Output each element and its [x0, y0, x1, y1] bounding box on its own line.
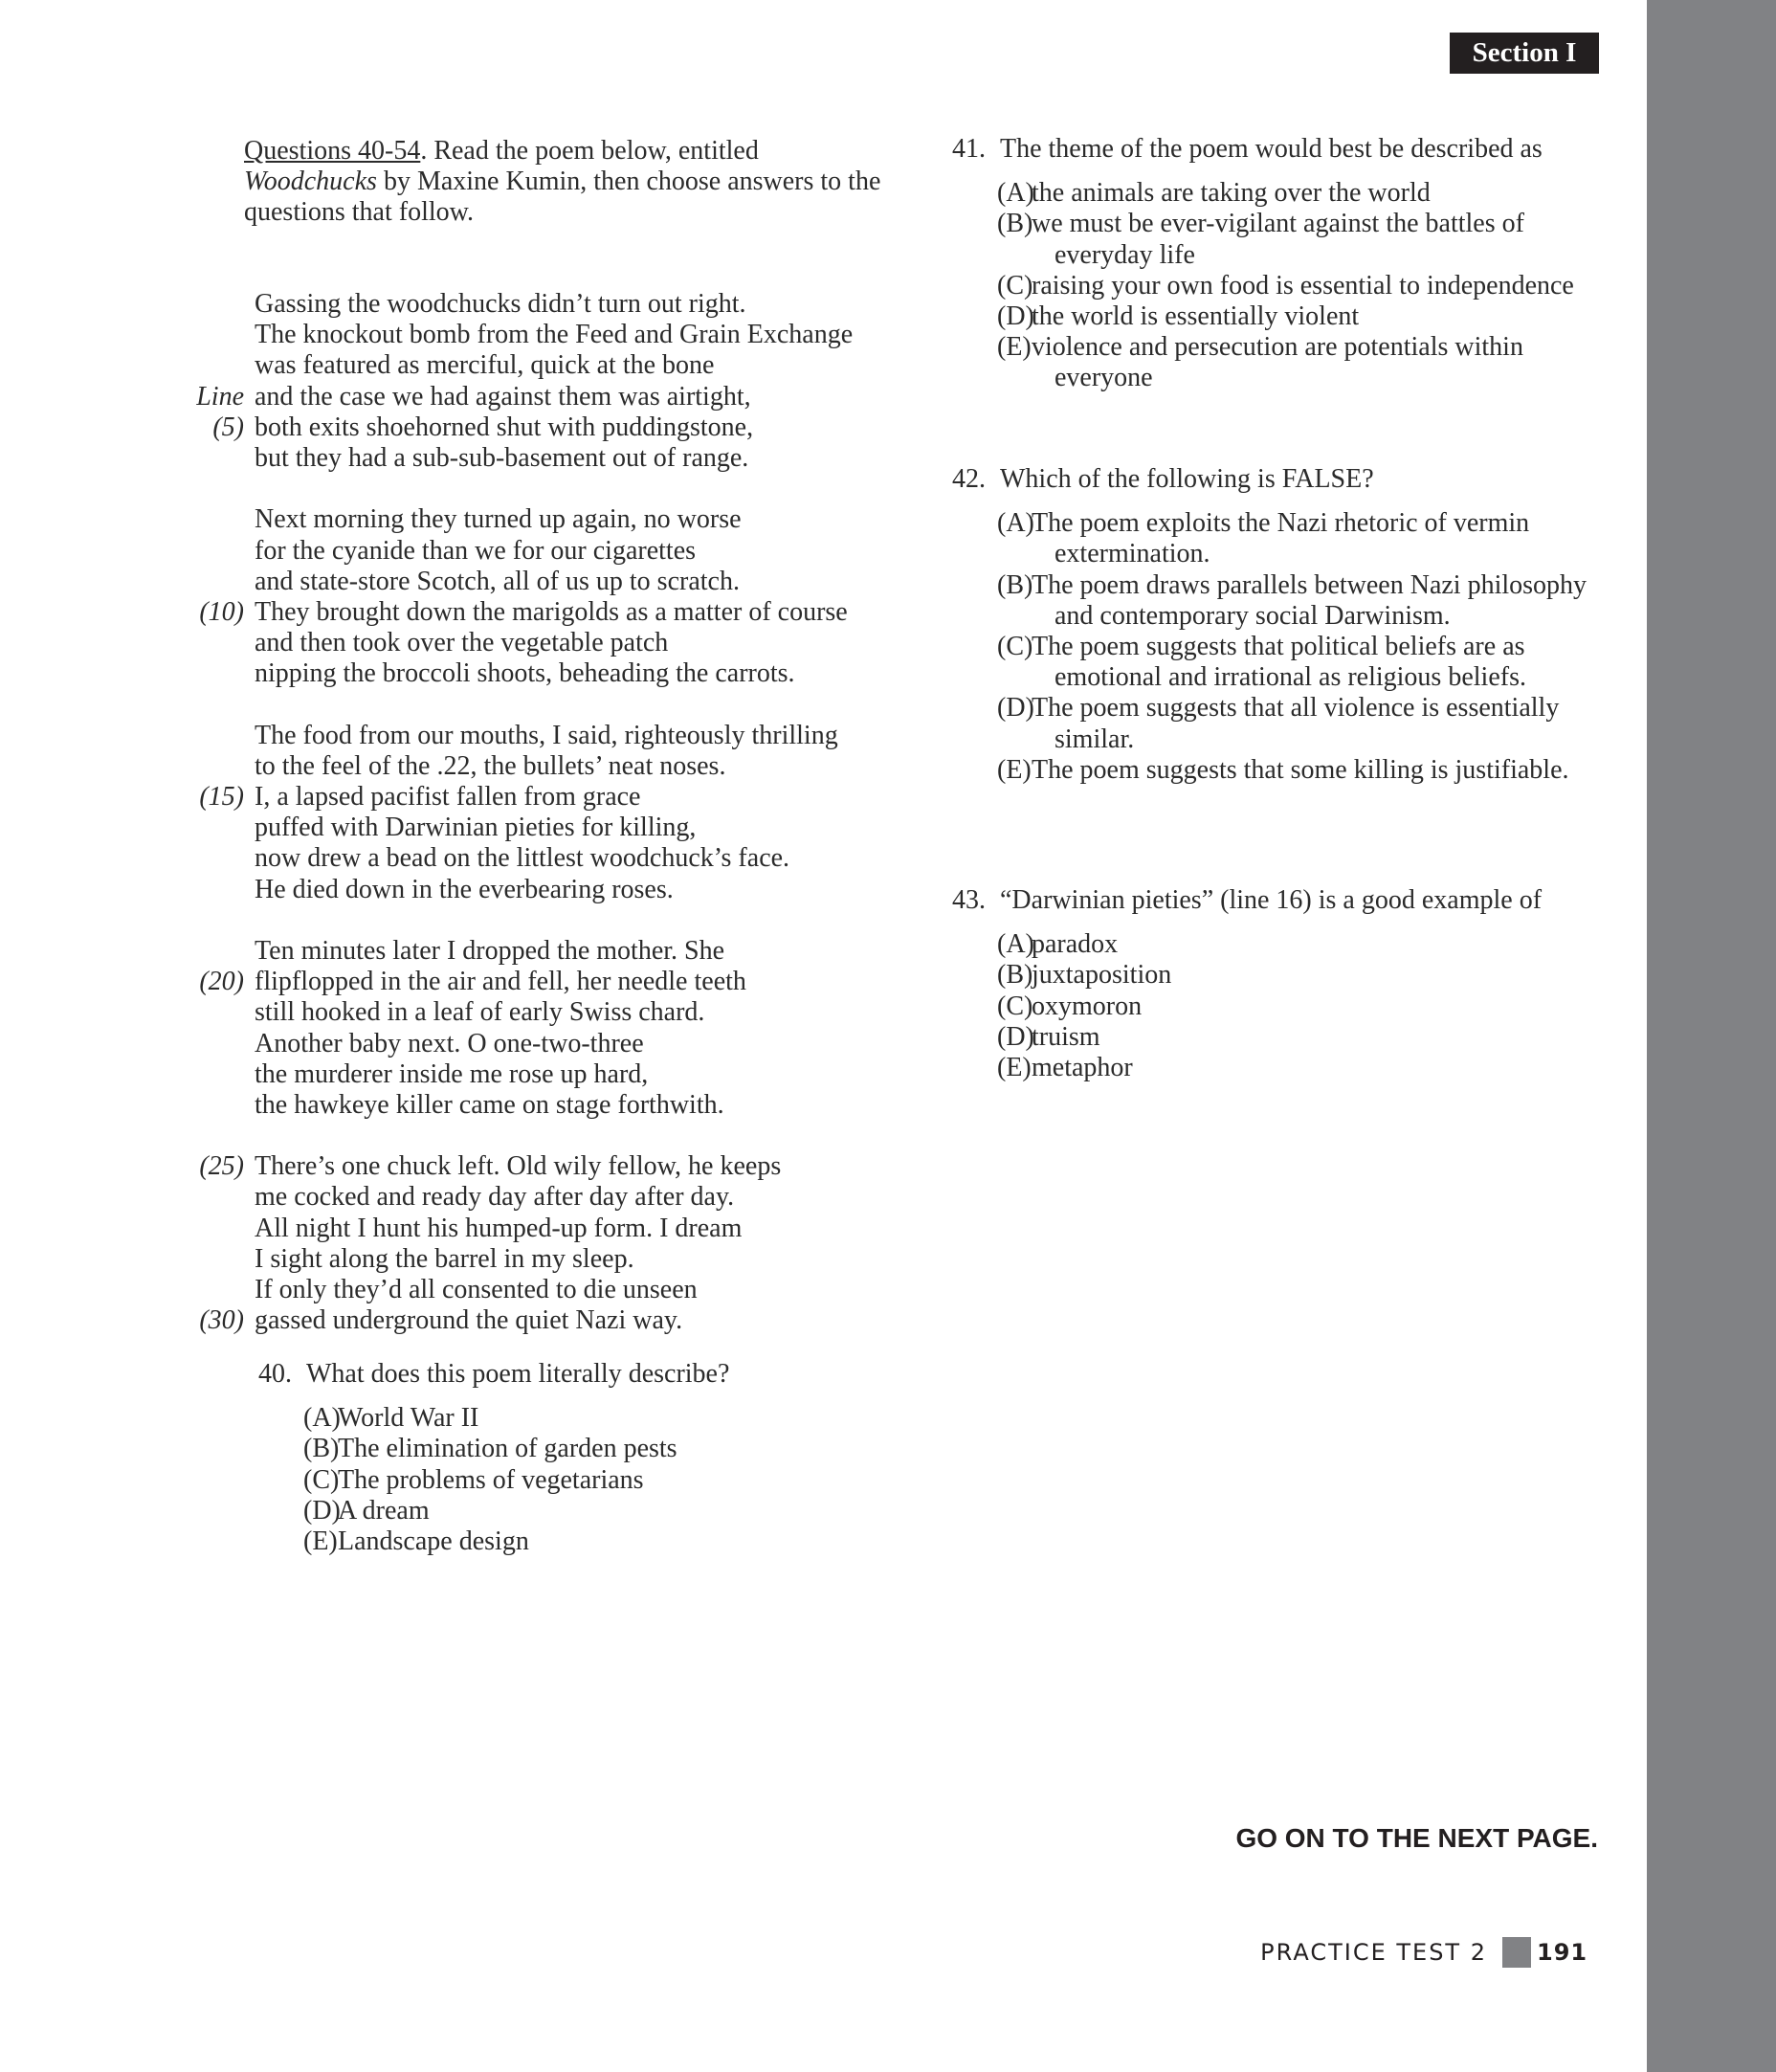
poem-line — [191, 1059, 880, 1090]
line-text: for the cyanide than we for our cigarettes — [255, 535, 697, 566]
choice-letter: (E) — [997, 754, 1032, 785]
line-text: There’s one chuck left. Old wily fellow, he keeps — [255, 1151, 782, 1182]
poem-line — [191, 1244, 880, 1275]
line-text: the murderer inside me rose up hard, — [255, 1058, 649, 1089]
line-text: me cocked and ready day after day after day. — [255, 1182, 735, 1213]
answer-choice — [952, 209, 1612, 270]
question-41 — [952, 134, 1612, 394]
choice-text: violence and persecution are potentials within everyone — [1032, 332, 1523, 393]
answer-choice — [952, 570, 1612, 632]
poem-line — [191, 350, 880, 381]
choice-text: The poem draws parallels between Nazi philosophy and contemporary social Darwinism. — [1032, 569, 1587, 631]
answer-choice — [258, 1434, 890, 1464]
page-number: 191 — [1537, 1939, 1588, 1966]
line-text: puffed with Darwinian pieties for killing, — [255, 813, 697, 843]
choice-text: metaphor — [1032, 1053, 1133, 1082]
question-stem — [258, 1359, 890, 1390]
poem-line — [191, 1029, 880, 1059]
line-text: to the feel of the .22, the bullets’ neat noses. — [255, 750, 726, 781]
poem-title: Woodchucks — [244, 167, 377, 197]
line-text: now drew a bead on the littlest woodchuck’s face. — [255, 843, 790, 874]
answer-choice — [952, 991, 1612, 1022]
poem-line — [191, 382, 880, 412]
choice-letter: (B) — [997, 569, 1033, 600]
stanza-break — [191, 1121, 880, 1151]
question-number: 40. — [258, 1359, 292, 1389]
intro-text-1: . Read the poem below, entitled — [420, 136, 759, 166]
line-text: All night I hunt his humped-up form. I dream — [255, 1213, 743, 1243]
choice-text: raising your own food is essential to independence — [1032, 270, 1574, 301]
poem-line — [191, 997, 880, 1028]
choice-letter: (E) — [997, 332, 1032, 363]
question-42 — [952, 464, 1612, 786]
poem-line — [191, 536, 880, 567]
line-text: nipping the broccoli shoots, beheading the carrots. — [255, 658, 795, 689]
choice-text: The poem suggests that some killing is justifiable. — [1032, 754, 1569, 785]
poem-line — [191, 1151, 880, 1182]
answer-choices — [952, 508, 1612, 786]
answer-choice — [952, 508, 1612, 569]
choice-text: truism — [1032, 1021, 1100, 1052]
poem-line — [191, 721, 880, 751]
line-text: and state-store Scotch, all of us up to scratch. — [255, 566, 740, 596]
question-stem — [952, 134, 1612, 165]
choice-letter: (C) — [303, 1464, 340, 1495]
poem-line — [191, 813, 880, 843]
question-stem — [952, 885, 1612, 916]
poem-line — [191, 658, 880, 689]
answer-choice — [258, 1403, 890, 1434]
choice-text: Landscape design — [338, 1526, 529, 1556]
intro-paragraph — [244, 136, 895, 229]
line-text: The food from our mouths, I said, righteously thrilling — [255, 720, 838, 750]
poem-line — [191, 751, 880, 782]
choice-letter: (C) — [997, 632, 1033, 661]
choice-text: the animals are taking over the world — [1032, 178, 1431, 209]
answer-choices — [952, 929, 1612, 1083]
footer-square — [1502, 1937, 1531, 1968]
line-text: the hawkeye killer came on stage forthwith. — [255, 1089, 724, 1120]
choice-letter: (A) — [303, 1403, 341, 1434]
poem-line — [191, 1275, 880, 1305]
choice-text: The poem suggests that political beliefs are as emotional and irrational as religious beliefs. — [1032, 632, 1526, 693]
choice-text: The poem suggests that all violence is essentially similar. — [1032, 693, 1560, 754]
choice-letter: (C) — [997, 270, 1033, 301]
choice-letter: (E) — [997, 1053, 1032, 1082]
line-text: flipflopped in the air and fell, her needle teeth — [255, 967, 746, 997]
stanza-break — [191, 905, 880, 936]
answer-choices — [952, 178, 1612, 393]
choice-text: The poem exploits the Nazi rhetoric of vermin extermination. — [1032, 508, 1530, 569]
answer-choice — [258, 1526, 890, 1557]
line-text: was featured as merciful, quick at the bone — [255, 350, 715, 381]
choice-text: juxtaposition — [1032, 960, 1172, 991]
poem-line — [191, 597, 880, 628]
line-text: and the case we had against them was airtight, — [255, 381, 751, 412]
choice-text: the world is essentially violent — [1032, 301, 1360, 331]
question-text: What does this poem literally describe? — [306, 1359, 730, 1389]
poem-line — [191, 875, 880, 905]
line-number: (20) — [199, 967, 244, 997]
line-text: Another baby next. O one-two-three — [255, 1028, 644, 1058]
line-number: (30) — [199, 1305, 244, 1336]
poem-line — [191, 967, 880, 997]
answer-choice — [952, 632, 1612, 693]
poem-line — [191, 504, 880, 535]
question-text: The theme of the poem would best be described as — [1000, 134, 1543, 164]
question-text: Which of the following is FALSE? — [1000, 464, 1374, 494]
poem-line — [191, 412, 880, 443]
question-43 — [952, 885, 1612, 1083]
line-text: He died down in the everbearing roses. — [255, 874, 674, 904]
question-number: 43. — [952, 885, 986, 915]
questions-range: Questions 40-54 — [244, 136, 421, 166]
choice-letter: (B) — [997, 960, 1033, 991]
answer-choice — [258, 1496, 890, 1526]
choice-letter: (D) — [997, 693, 1034, 724]
line-number: Line — [196, 381, 244, 412]
choice-text: paradox — [1032, 929, 1119, 960]
line-number: (15) — [199, 782, 244, 812]
line-text: I, a lapsed pacifist fallen from grace — [255, 782, 641, 812]
choice-text: oxymoron — [1032, 991, 1143, 1021]
choice-text: we must be ever-vigilant against the battles of everyday life — [1032, 209, 1524, 270]
choice-text: World War II — [338, 1403, 479, 1434]
line-text: still hooked in a leaf of early Swiss chard. — [255, 997, 705, 1028]
go-on-notice: GO ON TO THE NEXT PAGE. — [1235, 1823, 1598, 1853]
stanza-break — [191, 689, 880, 720]
line-text: They brought down the marigolds as a matter of course — [255, 596, 848, 627]
poem-line — [191, 1182, 880, 1213]
answer-choice — [258, 1465, 890, 1496]
choice-text: The problems of vegetarians — [338, 1464, 644, 1495]
line-text: and then took over the vegetable patch — [255, 628, 669, 658]
poem-line — [191, 628, 880, 658]
choice-letter: (D) — [997, 301, 1034, 331]
intro-text-2: by Maxine Kumin, then choose answers to the questions that follow. — [244, 167, 881, 228]
question-number: 42. — [952, 464, 986, 494]
line-number: (25) — [199, 1151, 244, 1182]
answer-choice — [952, 271, 1612, 301]
answer-choices — [258, 1403, 890, 1557]
poem — [191, 289, 880, 1336]
poem-line — [191, 443, 880, 474]
question-40 — [258, 1359, 890, 1557]
choice-letter: (D) — [303, 1495, 341, 1526]
poem-line — [191, 936, 880, 967]
line-text: Gassing the woodchucks didn’t turn out right. — [255, 289, 746, 319]
line-text: Next morning they turned up again, no worse — [255, 504, 742, 535]
answer-choice — [952, 301, 1612, 332]
choice-letter: (D) — [997, 1021, 1034, 1052]
line-number: (5) — [212, 412, 244, 442]
choice-letter: (A) — [997, 929, 1034, 960]
answer-choice — [952, 178, 1612, 209]
stanza-break — [191, 474, 880, 504]
poem-line — [191, 567, 880, 597]
answer-choice — [952, 755, 1612, 786]
line-number: (10) — [199, 596, 244, 627]
answer-choice — [952, 929, 1612, 960]
question-text: “Darwinian pieties” (line 16) is a good example of — [1000, 885, 1543, 915]
poem-line — [191, 1090, 880, 1121]
question-stem — [952, 464, 1612, 495]
poem-line — [191, 1305, 880, 1336]
question-number: 41. — [952, 134, 986, 164]
choice-letter: (E) — [303, 1526, 338, 1556]
poem-line — [191, 320, 880, 350]
line-text: If only they’d all consented to die unseen — [255, 1275, 698, 1304]
poem-line — [191, 289, 880, 320]
choice-text: The elimination of garden pests — [338, 1434, 677, 1464]
answer-choice — [952, 693, 1612, 754]
answer-choice — [952, 960, 1612, 991]
choice-letter: (B) — [997, 209, 1033, 239]
section-label: Section I — [1450, 33, 1599, 74]
choice-letter: (A) — [997, 178, 1034, 209]
line-text: I sight along the barrel in my sleep. — [255, 1243, 634, 1274]
page-footer — [1244, 1935, 1588, 1972]
line-text: both exits shoehorned shut with puddingstone, — [255, 412, 754, 442]
choice-letter: (C) — [997, 991, 1033, 1021]
line-text: but they had a sub-sub-basement out of range. — [255, 442, 749, 473]
answer-choice — [952, 1053, 1612, 1083]
choice-letter: (A) — [997, 508, 1034, 539]
side-bar — [1647, 0, 1776, 2072]
answer-choice — [952, 1022, 1612, 1053]
line-text: gassed underground the quiet Nazi way. — [255, 1305, 683, 1336]
poem-line — [191, 843, 880, 874]
poem-line — [191, 782, 880, 813]
test-label: PRACTICE TEST 2 — [1260, 1939, 1487, 1966]
line-text: Ten minutes later I dropped the mother. She — [255, 935, 725, 966]
choice-letter: (B) — [303, 1434, 340, 1464]
poem-line — [191, 1214, 880, 1244]
choice-text: A dream — [338, 1495, 430, 1526]
line-text: The knockout bomb from the Feed and Grain Exchange — [255, 320, 854, 350]
answer-choice — [952, 332, 1612, 393]
